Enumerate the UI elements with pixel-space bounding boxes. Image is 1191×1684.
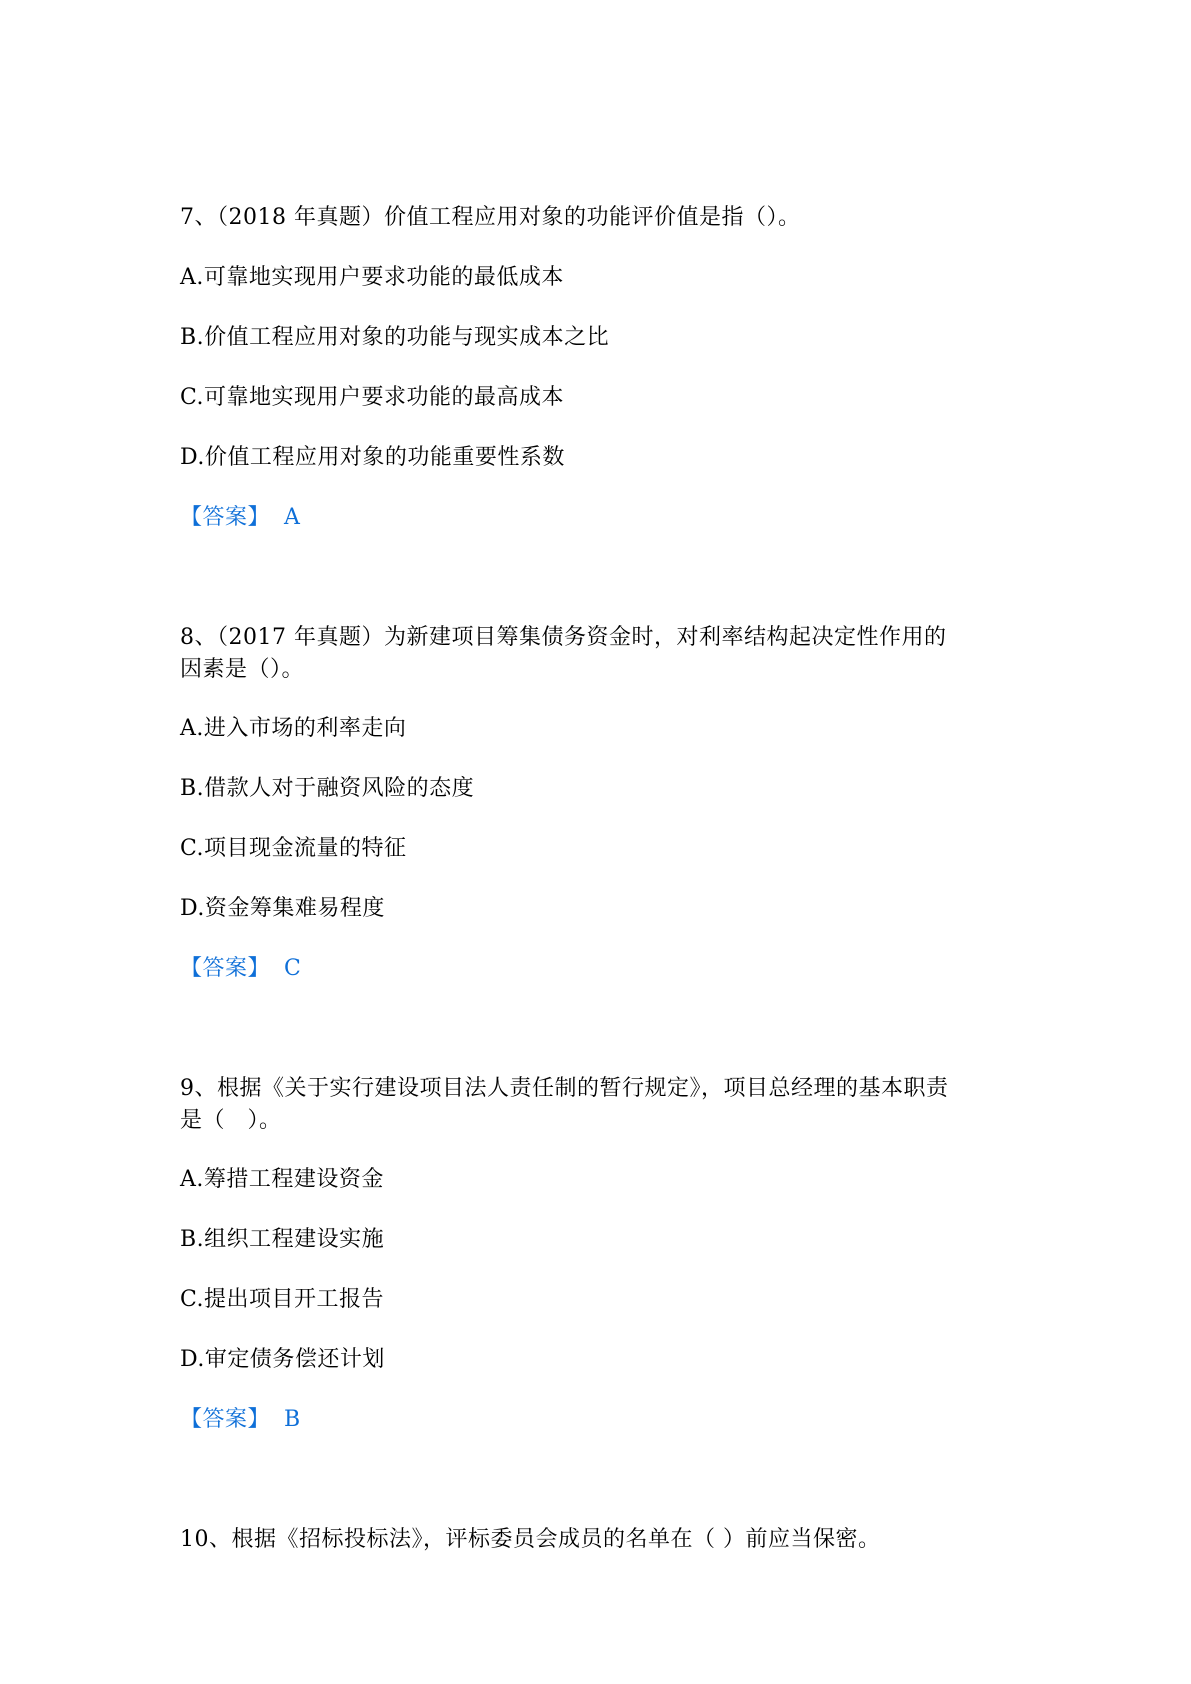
question-8-option-a: A.进入市场的利率走向 bbox=[180, 716, 407, 741]
question-9-option-c: C.提出项目开工报告 bbox=[180, 1287, 385, 1312]
answer-value: A bbox=[284, 505, 301, 530]
question-7-option-c: C.可靠地实现用户要求功能的最高成本 bbox=[180, 385, 565, 410]
question-9-stem-line-1: 9、根据《关于实行建设项目法人责任制的暂行规定》，项目总经理的基本职责 bbox=[180, 1076, 949, 1101]
question-8-option-b: B.借款人对于融资风险的态度 bbox=[180, 776, 475, 801]
question-8-stem-line-1: 8、（2017 年真题）为新建项目筹集债务资金时，对利率结构起决定性作用的 bbox=[180, 625, 947, 650]
answer-label: 【答案】 bbox=[180, 1407, 271, 1432]
question-8-answer bbox=[180, 953, 301, 985]
question-7-stem: 7、（2018 年真题）价值工程应用对象的功能评价值是指（）。 bbox=[180, 205, 801, 230]
question-9-stem-line-2: 是（ ）。 bbox=[180, 1108, 282, 1133]
question-9-option-d: D.审定债务偿还计划 bbox=[180, 1347, 385, 1372]
question-10-stem: 10、根据《招标投标法》，评标委员会成员的名单在（ ）前应当保密。 bbox=[180, 1527, 881, 1552]
question-9-option-b: B.组织工程建设实施 bbox=[180, 1227, 385, 1252]
question-8-stem-line-2: 因素是（）。 bbox=[180, 657, 305, 682]
question-7-option-a: A.可靠地实现用户要求功能的最低成本 bbox=[180, 265, 564, 290]
question-8-option-d: D.资金筹集难易程度 bbox=[180, 896, 385, 921]
question-9-answer bbox=[180, 1404, 301, 1436]
question-7-answer bbox=[180, 502, 300, 534]
answer-label: 【答案】 bbox=[180, 505, 271, 530]
question-8-option-c: C.项目现金流量的特征 bbox=[180, 836, 407, 861]
question-9-option-a: A.筹措工程建设资金 bbox=[180, 1167, 384, 1192]
question-7-option-b: B.价值工程应用对象的功能与现实成本之比 bbox=[180, 325, 610, 350]
question-7-option-d: D.价值工程应用对象的功能重要性系数 bbox=[180, 445, 565, 470]
answer-value: C bbox=[284, 956, 302, 981]
answer-value: B bbox=[284, 1407, 301, 1432]
answer-label: 【答案】 bbox=[180, 956, 271, 981]
